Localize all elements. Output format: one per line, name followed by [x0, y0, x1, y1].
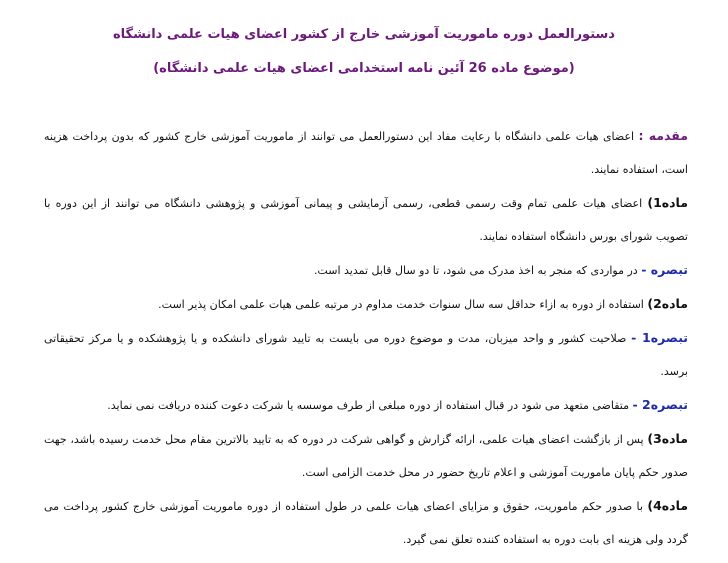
paragraph-text: اعضای هیات علمی دانشگاه با رعایت مفاد این دستورالعمل می توانند از ماموریت آموزشی خارج کشور که بدون پرداخت هزینه است، استفاده نمایند.	[44, 130, 688, 176]
paragraph-article-2	[44, 287, 688, 321]
paragraph-introduction	[44, 119, 688, 186]
document-body	[44, 119, 688, 556]
paragraph-text: صلاحیت کشور و واحد میزبان، مدت و موضوع دوره می بایست به تایید شورای دانشکده و یا پژوهشکده و یا مرکز تحقیقاتی برسد.	[44, 332, 688, 378]
paragraph-text: متقاضی متعهد می شود در قبال استفاده از دوره مبلغی از طرف موسسه یا شرکت دعوت کننده دریافت نمی نماید.	[107, 399, 629, 412]
paragraph-label: ماده3)	[647, 431, 688, 446]
paragraph-note	[44, 253, 688, 287]
paragraph-note-1	[44, 321, 688, 388]
paragraph-label: مقدمه :	[638, 128, 688, 143]
document-title: دستورالعمل دوره ماموریت آموزشی خارج از کشور اعضای هیات علمی دانشگاه	[113, 27, 615, 42]
paragraph-note-2	[44, 388, 688, 422]
paragraph-article-4	[44, 489, 688, 556]
document-subtitle: (موضوع ماده 26 آئین نامه استخدامی اعضای هیات علمی دانشگاه)	[153, 61, 575, 76]
paragraph-label: تبصره2 -	[632, 397, 688, 412]
paragraph-label: ماده2)	[647, 296, 688, 311]
paragraph-article-3	[44, 422, 688, 489]
paragraph-label: تبصره1 -	[631, 330, 688, 345]
paragraph-text: پس از بازگشت اعضای هیات علمی، ارائه گزارش و گواهی شرکت در دوره که به تایید بالاترین مقام محل خدمت رسیده باشد، جهت صدور حکم پایان ماموریت آموزشی و اعلام تاریخ حضور در محل خدمت الزامی است.	[44, 433, 688, 479]
paragraph-text: استفاده از دوره به ازاء حداقل سه سال سنوات خدمت مداوم در مرتبه علمی هیات علمی امکان پذیر است.	[158, 298, 644, 311]
paragraph-label: ماده4)	[647, 498, 689, 513]
paragraph-text: با صدور حکم ماموریت، حقوق و مزایای اعضای هیات علمی در طول استفاده از دوره ماموریت آموزشی خارج کشور پرداخت می گردد ولی هزینه ای بابت دوره به استفاده کننده تعلق نمی گیرد.	[44, 500, 688, 546]
paragraph-label: ماده1)	[647, 195, 688, 210]
paragraph-article-1	[44, 186, 688, 253]
paragraph-text: در مواردی که منجر به اخذ مدرک می شود، تا دو سال قابل تمدید است.	[313, 264, 638, 277]
paragraph-text: اعضای هیات علمی تمام وقت رسمی قطعی، رسمی آزمایشی و پیمانی آموزشی و پژوهشی دانشگاه می توانند از این دوره با تصویب شورای بورس دانشگاه استفاده نمایند.	[44, 197, 688, 243]
paragraph-label: تبصره -	[641, 262, 688, 277]
